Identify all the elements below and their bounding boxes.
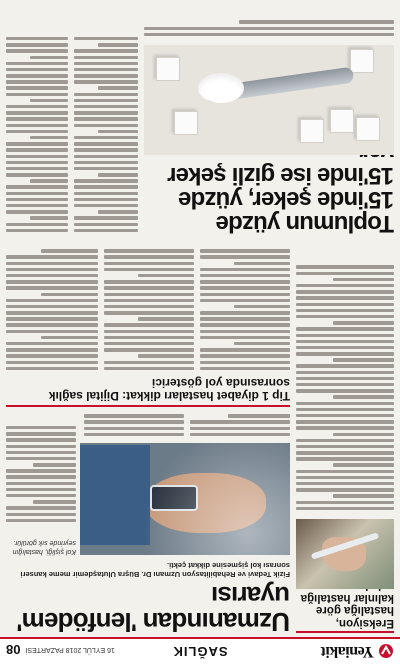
main-story-body-col1 xyxy=(190,409,290,439)
main-story-body-col3 xyxy=(6,409,76,525)
mid-story-body-col3 xyxy=(6,241,98,373)
main-headline: Uzmanından 'lenfödem' uyarısı xyxy=(17,581,290,637)
mid-story-body-col1 xyxy=(200,241,290,373)
main-story-body-col2 xyxy=(84,409,184,439)
bottom-headline: Toplumun yüzde 15'inde şeker, yüzde 15'inde ise gizli şeker xyxy=(167,162,394,237)
page-number: 08 xyxy=(6,642,21,657)
mid-story-headline: Tip 1 diyabet hastaları dikkat: Dijital sağlık sonrasında yol gösterici xyxy=(6,376,290,407)
left-story-photo xyxy=(296,519,394,589)
main-story-photo xyxy=(80,443,290,555)
bottom-story-body-col1 xyxy=(74,7,138,235)
bottom-story-body-col2 xyxy=(6,7,68,235)
masthead xyxy=(0,637,400,665)
left-story-rule xyxy=(296,631,394,633)
bottom-photo-caption-lines xyxy=(144,7,394,39)
left-story-body xyxy=(296,243,394,513)
main-photo-caption: Kol şişliği, hastalığın seyrinde sık görülür. xyxy=(12,539,76,555)
section-title: SAĞLIK xyxy=(172,644,228,659)
issue-date: 16 EYLÜL 2018 PAZARTESİ xyxy=(25,646,115,653)
left-story-headline: Ereksiyon, hastalığa göre kalınlar hastalığa xyxy=(300,592,394,629)
main-deck: Fizik Tedavi ve Rehabilitasyon Uzmanı Dr. Büşra Ulutaşdemir meme kanseri sonrası kol şişmesine dikkat çekti. xyxy=(20,561,290,579)
newspaper-logo: Yeniakit xyxy=(321,643,374,660)
sugar-spoon-photo xyxy=(144,45,394,155)
mid-story-body-col2 xyxy=(104,241,194,373)
